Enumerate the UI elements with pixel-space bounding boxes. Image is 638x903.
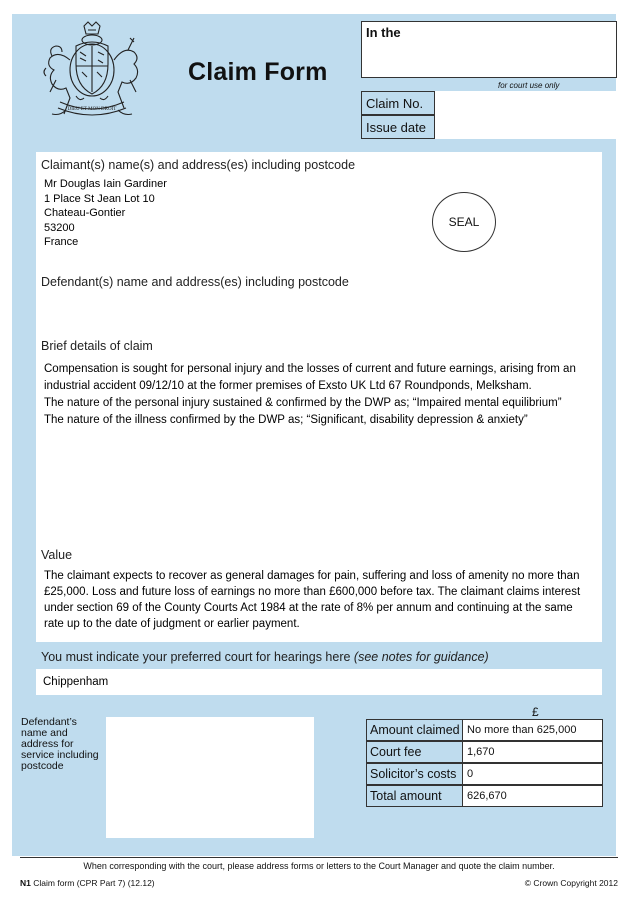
court-use-note: for court use only [498, 81, 560, 90]
footer-form-ref [20, 878, 155, 888]
footer-notice: When corresponding with the court, please address forms or letters to the Court Manager and quote the claim number. [83, 861, 555, 871]
brief-line: industrial accident 09/12/10 at the former premises of Exsto UK Ltd 67 Roundponds, Melksham. [44, 380, 532, 392]
service-label-line: address for [21, 738, 74, 750]
claimant-line: 1 Place St Jean Lot 10 [44, 192, 155, 205]
preferred-court-field[interactable] [36, 669, 602, 695]
seal-label: SEAL [448, 215, 480, 229]
in-the-label: In the [366, 25, 401, 40]
brief-line: Compensation is sought for personal injury and the losses of current and future earnings, arising from an [44, 363, 576, 375]
service-address-field[interactable] [106, 717, 314, 838]
service-label-line: postcode [21, 760, 64, 772]
form-description: Claim form (CPR Part 7) (12.12) [33, 878, 155, 888]
preferred-court-label: You must indicate your preferred court for hearings here [41, 650, 351, 664]
total-amount-row [366, 785, 603, 807]
claimant-address[interactable] [44, 177, 167, 250]
page-title: Claim Form [188, 58, 328, 86]
solicitors-costs-value[interactable]: 0 [467, 768, 474, 780]
defendant-heading: Defendant(s) name and address(es) including postcode [41, 275, 349, 289]
preferred-court-value: Chippenham [43, 676, 109, 688]
claimant-line: 53200 [44, 221, 75, 234]
value-line: under section 69 of the County Courts Act 1984 at the rate of 8% per annum and continuing at the same [44, 602, 573, 614]
service-label-line: name and [21, 727, 68, 739]
defendant-address-field[interactable] [44, 294, 594, 330]
court-fee-row [366, 741, 603, 763]
service-address-label [21, 717, 99, 772]
value-line: rate up to the date of judgment or earlier payment. [44, 618, 300, 630]
service-label-line: service including [21, 749, 99, 761]
brief-line: The nature of the illness confirmed by the DWP as; “Significant, disability depression & anxiety” [44, 414, 528, 426]
amount-claimed-label: Amount claimed [367, 720, 463, 740]
issue-date-label: Issue date [366, 120, 426, 135]
royal-crest-icon [36, 20, 148, 124]
footer-copyright: © Crown Copyright 2012 [524, 878, 618, 888]
seal-circle [432, 192, 496, 252]
total-amount-value[interactable]: 626,670 [467, 790, 507, 802]
value-line: £25,000. Loss and future loss of earnings no more than £600,000 before tax. The claimant claims interest [44, 586, 581, 598]
amount-claimed-row [366, 719, 603, 741]
crest-motto: DIEU ET MON DROIT [67, 107, 117, 112]
claimant-line: France [44, 236, 79, 248]
court-name-box[interactable] [361, 21, 617, 78]
claimant-heading: Claimant(s) name(s) and address(es) including postcode [41, 158, 356, 172]
value-heading: Value [41, 548, 73, 562]
solicitors-costs-label: Solicitor’s costs [367, 764, 463, 784]
claim-no-row [361, 91, 617, 115]
claimant-line: Chateau-Gontier [44, 207, 126, 219]
issue-date-field[interactable] [434, 115, 617, 139]
court-fee-label: Court fee [367, 742, 463, 762]
value-line: The claimant expects to recover as general damages for pain, suffering and loss of amenity no more than [44, 570, 580, 582]
issue-date-row [361, 115, 617, 139]
form-id: N1 [20, 878, 31, 888]
brief-details-text[interactable] [44, 361, 599, 429]
footer-divider [20, 857, 618, 858]
currency-symbol: £ [532, 705, 539, 719]
claim-no-label: Claim No. [366, 96, 424, 111]
preferred-court-note: (see notes for guidance) [353, 650, 489, 664]
brief-line: The nature of the personal injury sustained & confirmed by the DWP as; “Impaired mental equilibrium” [44, 397, 562, 409]
claimant-line: Mr Douglas Iain Gardiner [44, 178, 167, 190]
brief-details-heading: Brief details of claim [41, 339, 153, 353]
court-fee-value[interactable]: 1,670 [467, 746, 495, 758]
total-amount-label: Total amount [367, 786, 463, 806]
preferred-court-heading [41, 650, 489, 664]
claim-no-field[interactable] [434, 91, 617, 115]
value-text[interactable] [44, 568, 599, 632]
service-label-line: Defendant’s [21, 716, 77, 728]
solicitors-costs-row [366, 763, 603, 785]
amount-claimed-value[interactable]: No more than 625,000 [467, 724, 577, 736]
